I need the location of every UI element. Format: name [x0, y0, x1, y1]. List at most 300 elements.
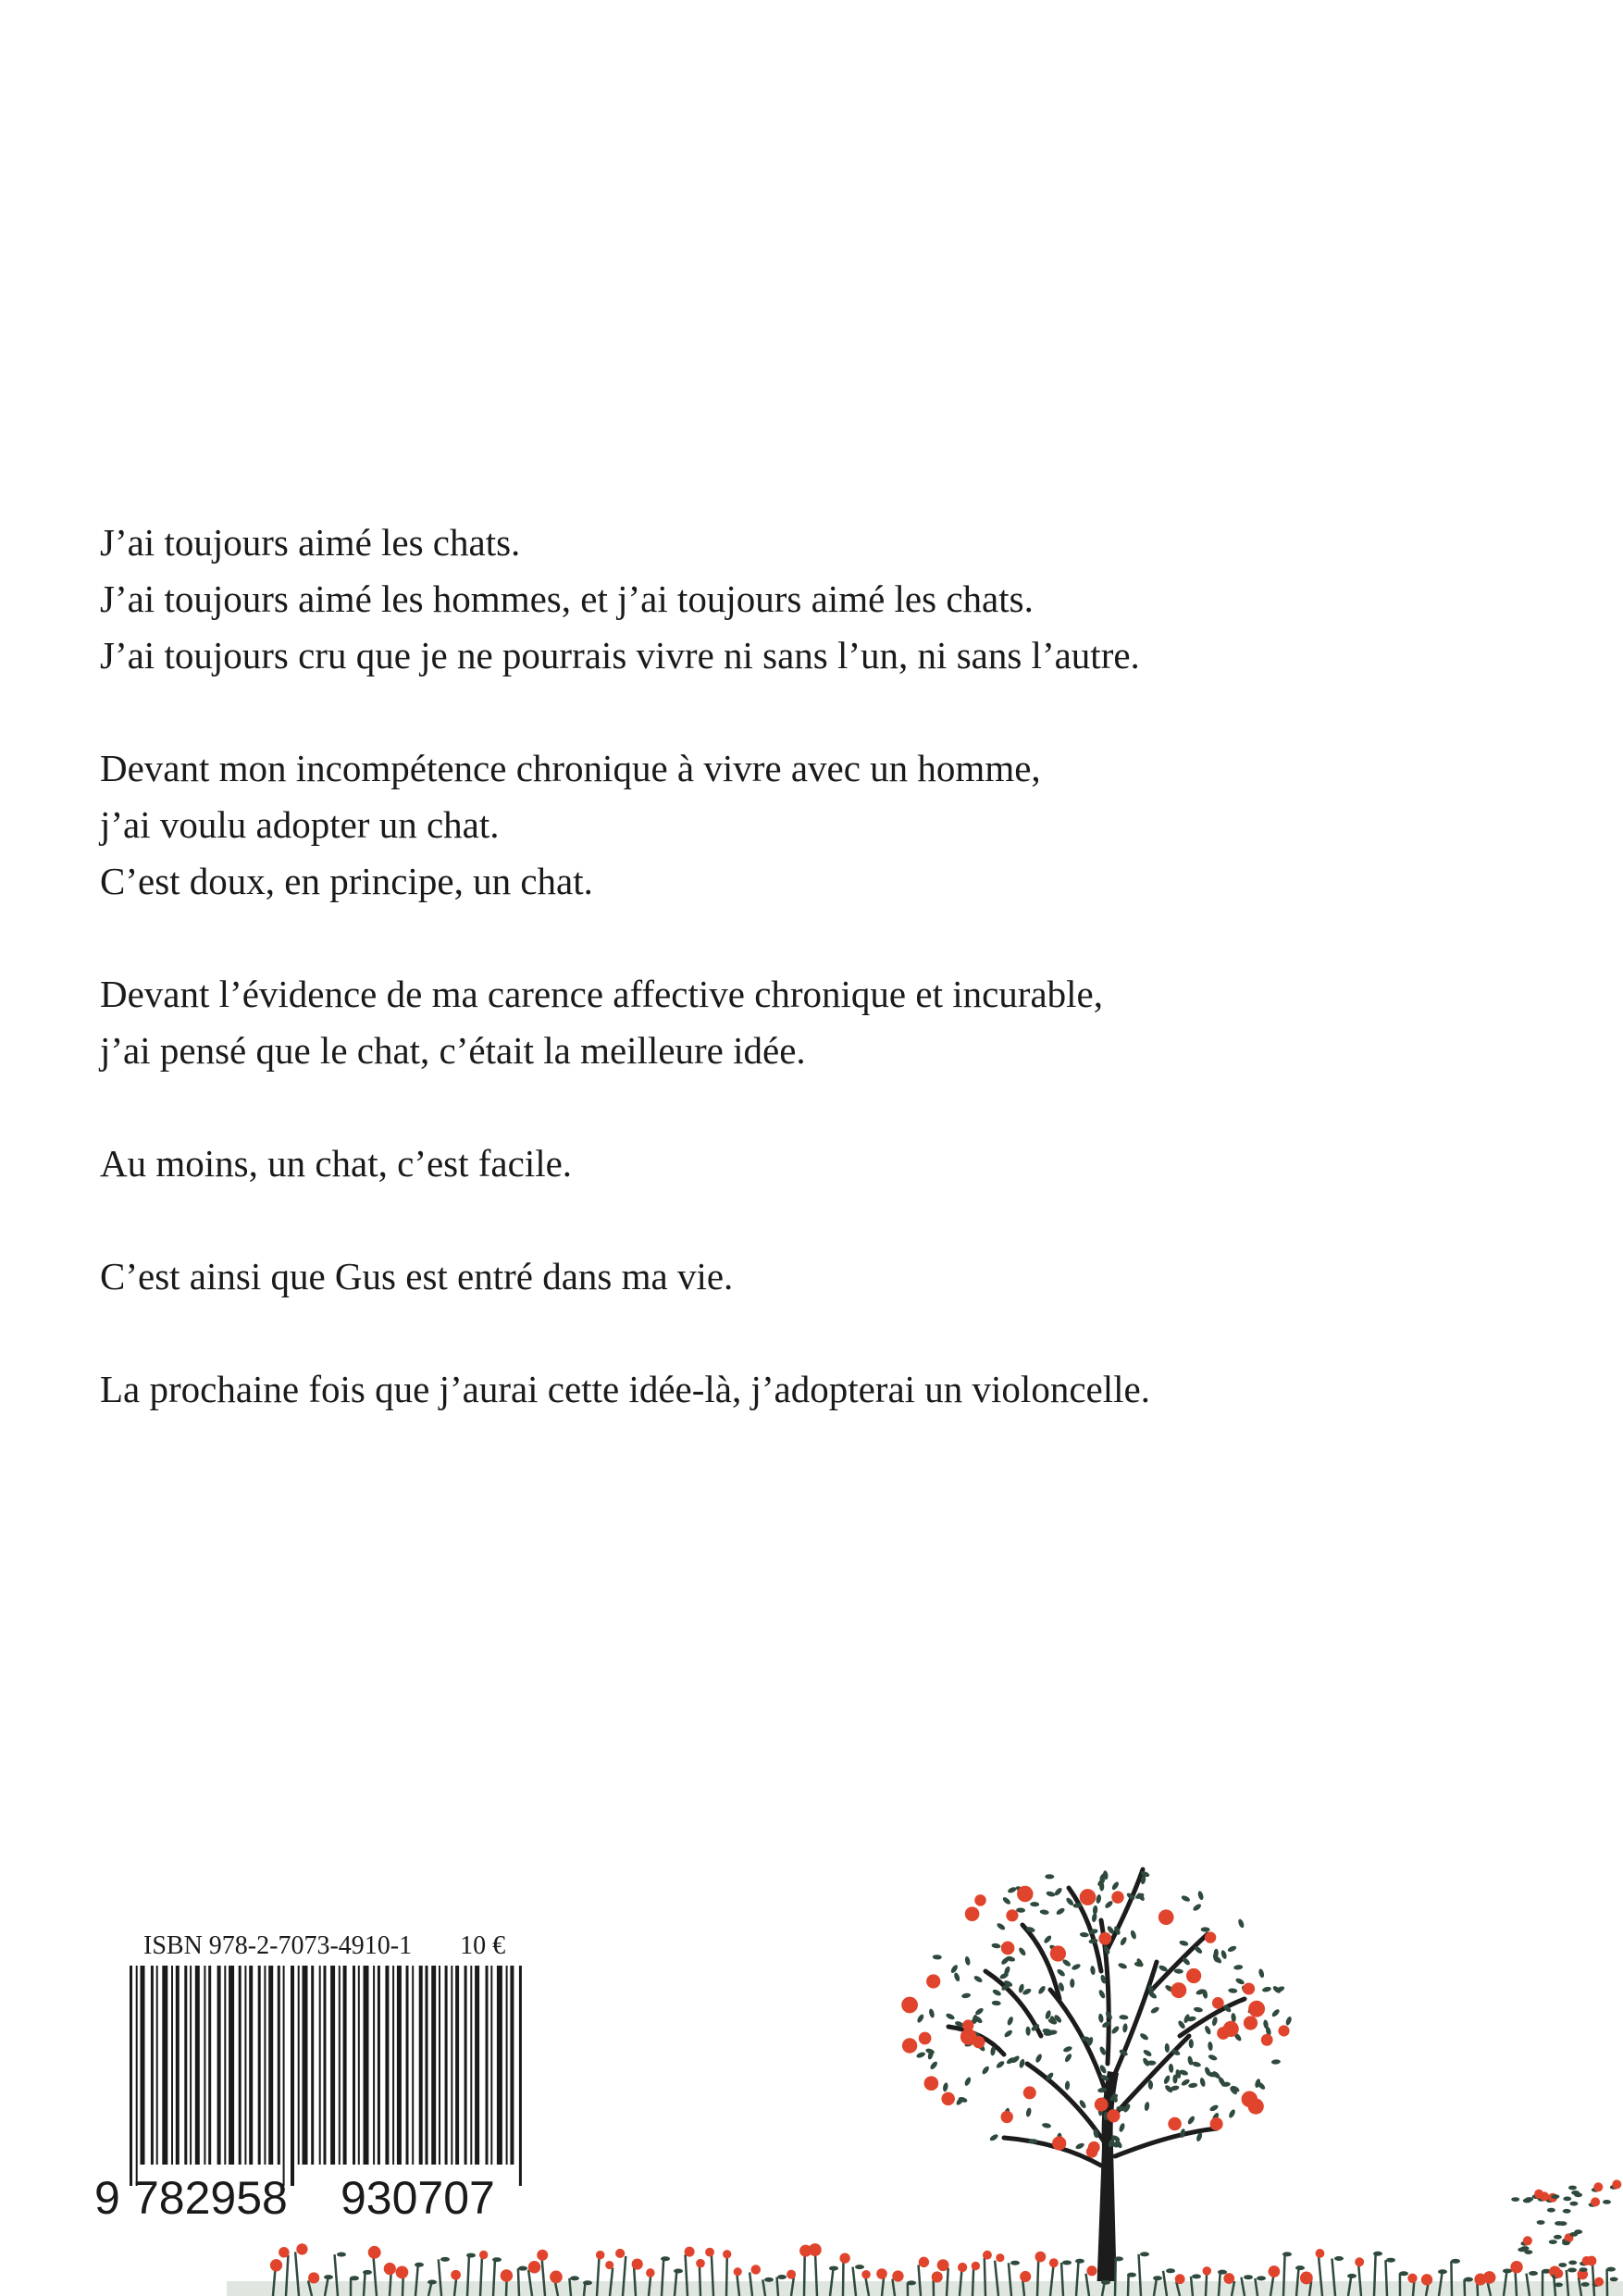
leaf: [1258, 1968, 1265, 1979]
leaf: [933, 1955, 942, 1960]
border-flower: [615, 2249, 625, 2258]
barcode-bar: [324, 1966, 327, 2165]
tree-branch: [1115, 2128, 1217, 2156]
leaf: [961, 1992, 972, 1999]
tree-flower: [941, 2092, 955, 2106]
border-stem: [364, 2272, 365, 2296]
border-flower: [605, 2261, 613, 2269]
leaf: [1043, 1934, 1053, 1944]
tree-flower: [1261, 2034, 1273, 2046]
barcode-bar: [385, 1966, 389, 2165]
border-flower: [937, 2259, 949, 2271]
border-stem: [804, 2253, 805, 2296]
border-stem: [1413, 2281, 1414, 2296]
shrub-flower: [1591, 2197, 1600, 2206]
leaf: [1169, 2064, 1174, 2073]
tree-flower: [965, 1906, 980, 1921]
barcode-bar: [419, 1966, 423, 2165]
leaf: [1186, 2115, 1196, 2125]
leaf: [1071, 1963, 1081, 1971]
back-cover-blurb: [100, 515, 1488, 1474]
leaf: [1144, 2102, 1150, 2112]
leaf: [1016, 1907, 1025, 1913]
border-flower: [501, 2269, 513, 2281]
border-leaf: [1347, 2274, 1357, 2278]
leaf: [1271, 2059, 1281, 2065]
border-flower: [1175, 2274, 1185, 2284]
leaf: [1130, 1930, 1137, 1940]
leaf: [1204, 2025, 1212, 2035]
barcode-bar: [156, 1966, 158, 2165]
border-flower: [958, 2263, 967, 2272]
border-leaf: [1218, 2270, 1227, 2275]
blurb-paragraph-3: [100, 966, 1488, 1079]
shrub-leaf: [1580, 2267, 1588, 2272]
border-flower: [632, 2259, 643, 2270]
border-leaf: [363, 2270, 372, 2275]
border-leaf: [764, 2277, 774, 2282]
blurb-paragraph-4: [100, 1136, 1488, 1192]
leaf: [1197, 1891, 1205, 1901]
barcode-bar: [136, 1966, 138, 2186]
border-flower: [308, 2272, 319, 2283]
tree-flower: [1006, 1909, 1018, 1921]
shrub-leaf: [1554, 2235, 1562, 2240]
tree-foliage: [901, 1870, 1293, 2158]
border-leaf: [1166, 2268, 1175, 2273]
barcode-bar: [439, 1966, 440, 2165]
tree-branch: [1050, 1990, 1106, 2091]
leaf: [1181, 1894, 1191, 1903]
shrub-flower: [1554, 2269, 1563, 2278]
isbn-number: ISBN 978-2-7073-4910-1: [143, 1931, 413, 1960]
leaf: [1006, 2016, 1014, 2026]
leaf: [1231, 2013, 1236, 2023]
leaf: [1150, 2005, 1160, 2015]
leaf: [1070, 1979, 1074, 1988]
leaf: [1284, 2016, 1293, 2026]
border-stem: [584, 2283, 585, 2296]
barcode-bar: [378, 1966, 380, 2165]
border-stem: [726, 2257, 727, 2296]
leaf: [949, 1964, 959, 1974]
border-flower: [696, 2259, 705, 2268]
leaf: [1074, 2142, 1084, 2151]
barcode-bar: [229, 1966, 234, 2165]
shrub-leaf: [1551, 2194, 1559, 2199]
barcode-bar: [130, 1966, 132, 2186]
leaf: [1003, 2029, 1013, 2038]
shrub-leaf: [1558, 2263, 1567, 2267]
leaf: [1234, 1977, 1245, 1985]
tree-flower: [1050, 1945, 1066, 1961]
border-flower: [751, 2265, 761, 2274]
border-leaf: [570, 2276, 579, 2280]
leaf: [1064, 2053, 1073, 2063]
leaf: [953, 1972, 960, 1982]
leaf: [928, 2008, 935, 2018]
border-leaf: [1438, 2269, 1447, 2274]
shrub-leaf: [1547, 2208, 1555, 2213]
blurb-line: J’ai toujours cru que je ne pourrais vivre ni sans l’un, ni sans l’autre.: [100, 634, 1140, 676]
leaf: [1201, 1927, 1210, 1931]
leaf: [1065, 2080, 1071, 2090]
border-stem: [518, 2268, 519, 2296]
barcode-left-digits: 782958: [133, 2172, 288, 2224]
border-leaf: [337, 2253, 346, 2257]
border-leaf: [440, 2257, 450, 2262]
border-leaf: [1062, 2260, 1072, 2265]
leaf: [1093, 1905, 1098, 1915]
leaf: [1211, 2017, 1219, 2027]
barcode-bar: [353, 1966, 355, 2165]
border-leaf: [907, 2280, 916, 2285]
border-flower: [861, 2270, 871, 2279]
tree-flower: [901, 1997, 918, 2014]
border-leaf: [661, 2256, 670, 2261]
shrub-leaf: [1555, 2283, 1563, 2288]
barcode-bar: [412, 1966, 414, 2165]
leaf: [991, 1942, 1001, 1949]
barcode-bar: [298, 1966, 300, 2165]
border-flower: [384, 2263, 396, 2275]
border-flower: [596, 2251, 605, 2260]
barcode-bar: [358, 1966, 360, 2165]
border-flower: [787, 2270, 796, 2279]
leaf: [1035, 2053, 1043, 2063]
barcode-bar: [486, 1966, 489, 2165]
barcode-bar: [426, 1966, 428, 2165]
leaf: [1018, 1946, 1027, 1956]
border-leaf: [829, 2266, 838, 2271]
border-stem: [1115, 2259, 1116, 2296]
leaf: [1191, 2061, 1201, 2068]
leaf: [996, 2060, 1006, 2069]
shrub-flower: [1612, 2179, 1621, 2189]
leaf: [1262, 1986, 1272, 1992]
border-leaf: [466, 2253, 476, 2258]
tree-flower: [1052, 2136, 1066, 2150]
blurb-line: j’ai pensé que le chat, c’était la meilleure idée.: [100, 1029, 806, 1072]
tree-flower: [1111, 1891, 1123, 1903]
border-flower: [537, 2250, 548, 2261]
leaf: [1037, 1985, 1047, 1995]
leaf: [1110, 2025, 1121, 2035]
blurb-line: La prochaine fois que j’aurai cette idée-là, j’adopterai un violoncelle.: [100, 1368, 1150, 1410]
leaf: [1208, 2104, 1219, 2112]
leaf: [1163, 2075, 1171, 2085]
barcode-bar: [470, 1966, 472, 2165]
leaf: [1220, 1950, 1228, 1960]
barcode-bar: [392, 1966, 394, 2165]
border-leaf: [674, 2268, 683, 2273]
border-flower: [734, 2267, 742, 2276]
leaf: [1142, 2049, 1152, 2058]
leaf: [1228, 1988, 1237, 1993]
leaf: [1090, 1966, 1096, 1976]
shrub-flower: [1593, 2182, 1603, 2191]
leaf: [1118, 1962, 1128, 1969]
leaf: [996, 1922, 1006, 1931]
barcode-bar: [204, 1966, 205, 2165]
barcode: [93, 1966, 555, 2225]
leaf: [916, 2013, 925, 2023]
barcode-bar: [343, 1966, 347, 2165]
tree-flower: [1095, 2098, 1109, 2112]
border-stem: [1515, 2270, 1517, 2296]
border-flower: [368, 2246, 381, 2259]
border-leaf: [1257, 2276, 1266, 2280]
barcode-bar: [151, 1966, 154, 2165]
shrub-leaf: [1581, 2282, 1590, 2287]
leaf: [1208, 2054, 1218, 2061]
border-leaf: [350, 2276, 359, 2280]
blurb-paragraph-5: [100, 1248, 1488, 1305]
barcode-bar: [190, 1966, 192, 2165]
tree-flower: [1107, 2109, 1120, 2122]
border-leaf: [1127, 2273, 1136, 2277]
barcode-right-digits: 930707: [341, 2172, 495, 2224]
border-stem: [1037, 2260, 1038, 2296]
leaf: [1055, 1906, 1065, 1916]
barcode-bar: [330, 1966, 335, 2165]
barcode-bar: [445, 1966, 448, 2165]
leaf: [1228, 2108, 1236, 2118]
shrub-leaf: [1569, 2202, 1578, 2206]
blurb-line: C’est doux, en principe, un chat.: [100, 860, 593, 902]
border-flower: [396, 2266, 409, 2279]
border-flower: [685, 2247, 695, 2257]
border-flower: [1407, 2274, 1417, 2283]
border-flower: [932, 2271, 943, 2282]
tree-flower: [1023, 2086, 1036, 2099]
leaf: [1045, 1874, 1054, 1879]
blurb-line: J’ai toujours aimé les hommes, et j’ai toujours aimé les chats.: [100, 577, 1034, 620]
border-flower: [1355, 2257, 1364, 2266]
tree-trunk: [948, 1869, 1245, 2296]
border-leaf: [1010, 2261, 1020, 2265]
leaf: [963, 2077, 972, 2087]
leaf: [1097, 2013, 1104, 2023]
border-leaf: [492, 2257, 502, 2262]
barcode-bar: [497, 1966, 502, 2165]
border-flower: [646, 2268, 655, 2277]
border-leaf: [1503, 2268, 1512, 2273]
border-flower: [996, 2253, 1004, 2262]
border-flower: [809, 2243, 822, 2256]
border-leaf: [1373, 2252, 1382, 2256]
shrub-leaf: [1537, 2220, 1545, 2225]
border-flower: [528, 2261, 541, 2274]
border-flower: [1086, 2265, 1096, 2276]
barcode-bar: [162, 1966, 167, 2165]
border-flower: [1035, 2252, 1047, 2263]
border-flower: [1300, 2272, 1313, 2285]
leaf: [1062, 2045, 1072, 2053]
shrub-flower: [1534, 2190, 1543, 2199]
barcode-bar: [364, 1966, 369, 2165]
leaf: [1039, 1909, 1049, 1916]
leaf: [1227, 1944, 1237, 1953]
barcode-bar: [397, 1966, 402, 2165]
barcode-bar: [249, 1966, 253, 2165]
shrub-flower: [1582, 2256, 1592, 2265]
border-leaf: [1334, 2256, 1344, 2261]
leaf: [1007, 1886, 1017, 1894]
leaf: [1139, 2032, 1149, 2042]
leaf: [1025, 2107, 1032, 2117]
blurb-line: j’ai voulu adopter un chat.: [100, 803, 500, 846]
leaf: [1104, 1900, 1114, 1909]
barcode-bar: [278, 1966, 280, 2165]
tree-flower: [974, 1894, 986, 1906]
leaf: [1122, 2023, 1128, 2033]
shrub-leaf: [1568, 2186, 1577, 2191]
barcode-bar: [184, 1966, 187, 2165]
border-leaf: [1114, 2256, 1123, 2261]
isbn-price-line: [143, 1931, 505, 1961]
border-flower: [270, 2259, 282, 2271]
leaf: [1199, 2077, 1207, 2087]
barcode-bars: [130, 1966, 522, 2186]
barcode-bar: [311, 1966, 314, 2165]
tree-flower: [962, 2019, 973, 2030]
barcode-bar: [141, 1966, 145, 2165]
border-flower: [705, 2248, 714, 2257]
leaf: [1030, 1902, 1039, 1907]
shrub-leaf: [1610, 2277, 1618, 2282]
barcode-bar: [171, 1966, 173, 2165]
tree-flower: [1098, 1932, 1111, 1945]
border-stem: [777, 2277, 778, 2296]
leaf: [1237, 1918, 1245, 1929]
tree-flower: [1243, 1982, 1255, 1994]
barcode-bar: [268, 1966, 273, 2165]
border-stem: [1283, 2254, 1285, 2296]
barcode-bar: [217, 1966, 221, 2165]
shrub-leaf: [1525, 2197, 1533, 2202]
leaf: [1164, 2043, 1170, 2053]
border-leaf: [1399, 2271, 1408, 2276]
shrub-leaf: [1555, 2221, 1563, 2226]
leaf: [942, 2082, 948, 2092]
leaf: [1097, 1989, 1106, 1999]
shrub-leaf: [1568, 2261, 1577, 2265]
border-leaf: [777, 2275, 787, 2279]
border-leaf: [1140, 2252, 1149, 2256]
leaf: [964, 1955, 971, 1966]
border-flower: [550, 2271, 563, 2284]
border-flower: [479, 2251, 488, 2259]
border-leaf: [1153, 2276, 1162, 2280]
blurb-line: Devant l’évidence de ma carence affective chronique et incurable,: [100, 973, 1103, 1015]
border-flower: [839, 2253, 849, 2263]
blurb-line: Au moins, un chat, c’est facile.: [100, 1142, 573, 1185]
barcode-bar: [208, 1966, 211, 2165]
leaf: [973, 1975, 983, 1984]
border-leaf: [1567, 2268, 1577, 2273]
blurb-line: J’ai toujours aimé les chats.: [100, 521, 521, 564]
price-label: 10 €: [460, 1931, 506, 1960]
border-stem: [1451, 2261, 1452, 2296]
leaf: [981, 2065, 990, 2075]
leaf: [1019, 2058, 1026, 2068]
border-flower: [1203, 2266, 1212, 2276]
leaf: [1189, 2039, 1194, 2048]
leaf: [1119, 1936, 1128, 1946]
border-flower: [279, 2247, 290, 2258]
border-flower: [723, 2250, 731, 2258]
border-leaf: [1244, 2275, 1253, 2279]
leaf: [1110, 1880, 1120, 1891]
barcode-bar: [283, 1966, 285, 2186]
border-leaf: [1192, 2274, 1201, 2278]
barcode-bar: [465, 1966, 467, 2165]
leaf: [945, 2012, 955, 2020]
border-leaf: [1451, 2259, 1460, 2264]
border-flower: [1020, 2271, 1031, 2282]
shrub-leaf: [1511, 2197, 1519, 2202]
leaf: [1042, 2122, 1052, 2128]
border-flower: [983, 2251, 992, 2260]
border-flower: [1483, 2271, 1496, 2284]
shrub-leaf: [1563, 2209, 1571, 2214]
barcode-bar: [224, 1966, 226, 2165]
border-leaf: [1101, 2280, 1110, 2285]
border-flower: [919, 2257, 929, 2267]
tree-flower: [1212, 1997, 1224, 2009]
barcode-bar: [244, 1966, 246, 2165]
tree-flower: [1223, 2021, 1239, 2037]
shrub-leaf: [1549, 2240, 1557, 2244]
tree-flower: [1248, 2098, 1264, 2114]
barcode-bar: [258, 1966, 261, 2165]
leaf: [1056, 1967, 1066, 1977]
leaf: [1001, 1896, 1011, 1905]
barcode-bar: [451, 1966, 452, 2165]
tree-flower: [1210, 2117, 1223, 2130]
border-flower: [972, 2262, 980, 2270]
tree-flower: [1186, 1968, 1201, 1983]
barcode-bar: [455, 1966, 459, 2165]
border-leaf: [1282, 2252, 1292, 2256]
border-stem: [1385, 2260, 1387, 2296]
barcode-bar: [510, 1966, 514, 2165]
border-leaf: [1075, 2259, 1084, 2264]
tree-flower: [1001, 2111, 1013, 2123]
border-flower: [1510, 2261, 1522, 2273]
barcode-bar: [264, 1966, 266, 2165]
blurb-paragraph-6: [100, 1361, 1488, 1418]
leaf: [1119, 2015, 1128, 2020]
tree-flower: [926, 1974, 940, 1988]
barcode-bar: [490, 1966, 492, 2165]
shrub-leaf: [1603, 2200, 1611, 2204]
leaf: [992, 2001, 1001, 2006]
tree-flower: [1171, 1982, 1186, 1998]
border-stem: [947, 2268, 948, 2296]
barcode-bar: [319, 1966, 321, 2165]
shrub-leaf: [1569, 2232, 1578, 2237]
barcode-bar: [373, 1966, 375, 2165]
shrub-leaf: [1563, 2197, 1571, 2202]
barcode-lead-digit: 9: [94, 2172, 120, 2224]
border-leaf: [415, 2263, 424, 2267]
border-stem: [1206, 2274, 1207, 2296]
leaf: [1188, 2082, 1198, 2089]
border-leaf: [1386, 2258, 1395, 2263]
border-leaf: [1529, 2271, 1538, 2276]
